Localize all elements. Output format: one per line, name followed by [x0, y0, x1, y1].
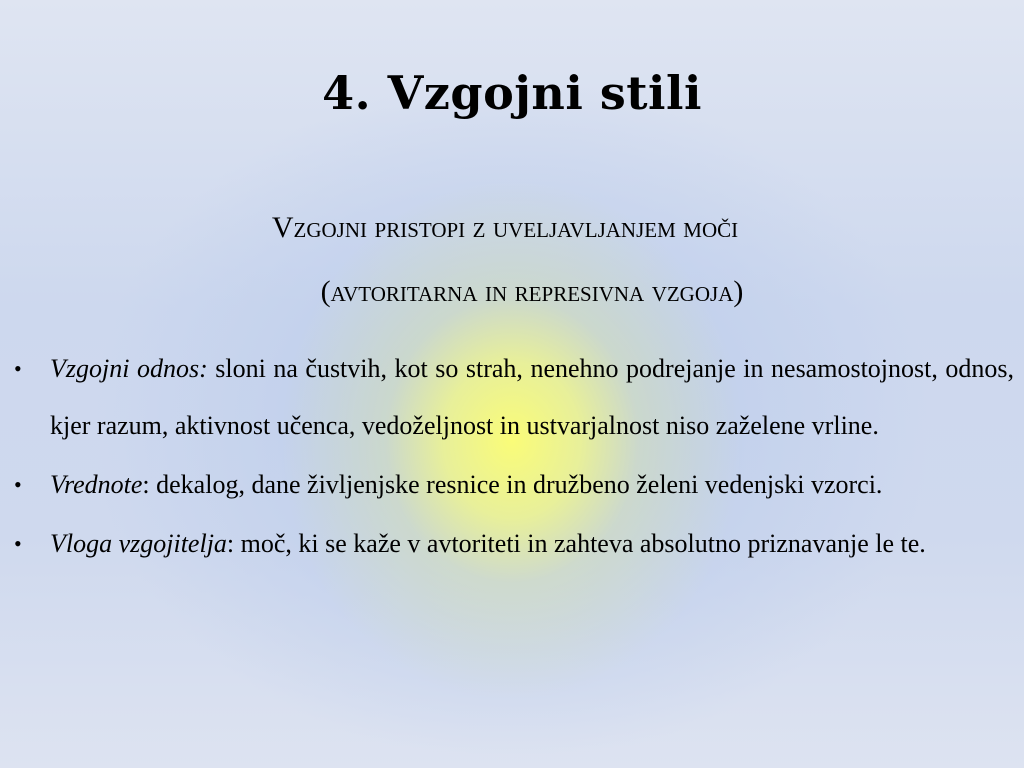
- bullet-marker: •: [14, 356, 22, 381]
- bullet-text: : dekalog, dane življenjske resnice in družbeno želeni vedenjski vzorci.: [142, 470, 883, 499]
- bullet-term: Vzgojni odnos:: [50, 354, 208, 383]
- bullet-term: Vrednote: [50, 470, 143, 499]
- bullet-list: [14, 340, 1014, 574]
- bullet-marker: •: [14, 531, 22, 556]
- bullet-text: : moč, ki se kaže v avtoriteti in zahteva absolutno priznavanje le te.: [226, 529, 926, 558]
- bullet-term: Vloga vzgojitelja: [50, 529, 227, 558]
- bullet-item-vrednote: [14, 456, 1014, 513]
- slide-title: 4. Vzgojni stili: [322, 66, 702, 120]
- bullet-item-vzgojni-odnos: [14, 340, 1014, 454]
- subtitle-line-1: Vzgojni pristopi z uveljavljanjem moči: [271, 211, 739, 244]
- bullet-item-vloga-vzgojitelja: [14, 515, 1014, 572]
- bullet-marker: •: [14, 472, 22, 497]
- bullet-text: sloni na čustvih, kot so strah, nenehno podrejanje in nesamostojnost, odnos, kjer razum, aktivnost učenca, vedoželjnost in ustvarjalnost niso zaželene vrline.: [50, 354, 1014, 440]
- slide-subtitle: [100, 196, 924, 324]
- subtitle-line-2: (avtoritarna in represivna vzgoja): [320, 275, 744, 308]
